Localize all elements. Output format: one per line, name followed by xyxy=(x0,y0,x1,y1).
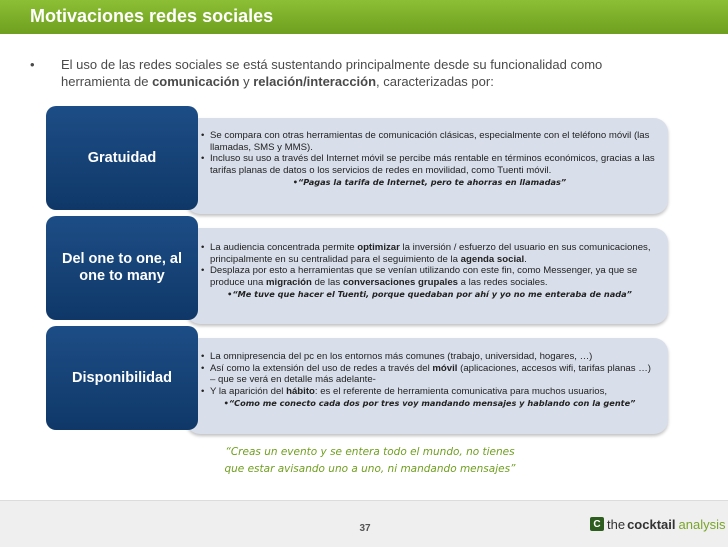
card-label: Gratuidad xyxy=(87,149,157,166)
bullet-item: • Se compara con otras herramientas de comunicación clásicas, especialmente con el teléfono móvil (las llamadas, SMS y MMS). xyxy=(201,130,658,153)
card-panel xyxy=(186,338,668,434)
company-logo xyxy=(590,515,725,533)
title-bar xyxy=(0,0,728,34)
intro-keyword-relation: relación/interacción xyxy=(253,74,377,89)
footer xyxy=(0,500,728,547)
card-label: Disponibilidad xyxy=(72,369,172,386)
card-quote: • “Pagas la tarifa de Internet, pero te ahorras en llamadas” xyxy=(201,176,658,188)
card-label-box xyxy=(46,216,198,320)
logo-word-analysis: analysis xyxy=(678,516,726,532)
intro-text-part: y xyxy=(239,74,254,89)
bullet-item: • La audiencia concentrada permite optimizar la inversión / esfuerzo del usuario en sus comunicaciones, principalmente en su centralidad para el seguimiento de la agenda social. xyxy=(201,242,658,265)
card-bullets xyxy=(201,351,658,397)
card-bullets xyxy=(201,242,658,288)
bullet-item: • Desplaza por esto a herramientas que se venían utilizando con este fin, como Messenger, ya que se produce una migración de las conversaciones grupales a las redes sociales. xyxy=(201,265,658,288)
card-label: Del one to one, al one to many xyxy=(61,251,183,284)
intro-keyword-communication: comunicación xyxy=(152,74,240,89)
card-panel xyxy=(186,228,668,324)
card-quote: • “Me tuve que hacer el Tuenti, porque quedaban por ahí y yo no me enteraba de nada” xyxy=(201,288,658,300)
card-gratuidad xyxy=(46,106,668,210)
page-number: 37 xyxy=(359,523,371,534)
intro-text-part: , caracterizadas por: xyxy=(376,74,494,89)
card-bullets xyxy=(201,130,658,176)
bullet-item: • Así como la extensión del uso de redes a través del móvil (aplicaciones, accesos wifi, tarifas planas …) – que se verá en detalle más adelante- xyxy=(201,363,658,386)
logo-word-the: the xyxy=(607,516,626,532)
card-label-box xyxy=(46,106,198,210)
bullet-item: • Y la aparición del hábito: es el referente de herramienta comunicativa para muchos usuarios, xyxy=(201,386,658,398)
card-label-box xyxy=(46,326,198,430)
slide-title: Motivaciones redes sociales xyxy=(30,6,274,26)
card-quote: • “Como me conecto cada dos por tres voy mandando mensajes y hablando con la gente” xyxy=(201,397,658,409)
intro-paragraph xyxy=(30,56,670,90)
card-panel xyxy=(186,118,668,214)
card-one-to-many xyxy=(46,216,668,320)
intro-bullet: • xyxy=(30,57,35,72)
logo-mark-icon: C xyxy=(590,517,604,531)
bullet-item: • La omnipresencia del pc en los entornos más comunes (trabajo, universidad, hogares, …) xyxy=(201,351,658,363)
intro-text xyxy=(61,56,670,90)
final-quote: “Creas un evento y se entera todo el mundo, no tienes que estar avisando uno a uno, ni mandando mensajes” xyxy=(224,446,516,475)
logo-word-cocktail: cocktail xyxy=(627,516,676,532)
intro-text-part: El uso de las redes sociales se está sustentando principalmente desde su funcionalidad como herramienta de xyxy=(61,57,603,89)
bullet-item: • Incluso su uso a través del Internet móvil se percibe más rentable en términos económicos, gracias a las tarifas planas de datos o los servicios de redes en movilidad, como Tuenti móvil. xyxy=(201,153,658,176)
card-disponibilidad xyxy=(46,326,668,430)
